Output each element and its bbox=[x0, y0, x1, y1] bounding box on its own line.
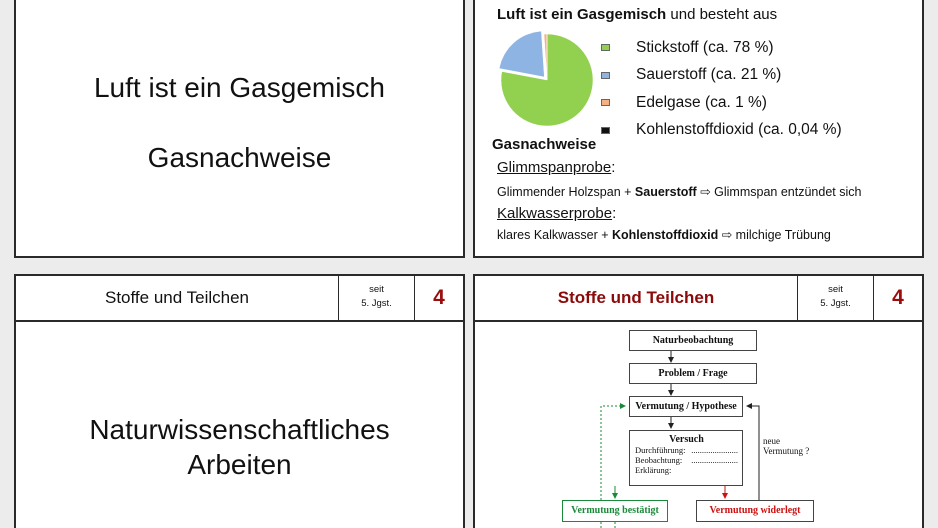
slide-title-line1: Luft ist ein Gasgemisch bbox=[93, 72, 386, 103]
pie-slice bbox=[544, 34, 547, 80]
flow-box-hypothesis: Vermutung / Hypothese bbox=[629, 396, 743, 417]
slide-card-gasgemisch-details bbox=[473, 0, 924, 258]
slide-card-gasgemisch-title bbox=[14, 0, 465, 258]
pie-slice bbox=[499, 31, 544, 77]
legend-swatch bbox=[601, 99, 610, 106]
new-hypothesis-note: neue Vermutung ? bbox=[763, 436, 810, 456]
slide-title-line2: Gasnachweise bbox=[147, 142, 332, 173]
kalkwasser-description: klares Kalkwasser + Kohlenstoffdioxid ⇨ milchige Trübung bbox=[497, 228, 831, 242]
air-composition-heading: Luft ist ein Gasgemisch und besteht aus bbox=[497, 6, 778, 23]
glimmspan-description: Glimmender Holzspan + Sauerstoff ⇨ Glimmspan entzündet sich bbox=[497, 185, 862, 199]
legend-label: Kohlenstoffdioxid (ca. 0,04 %) bbox=[636, 121, 842, 139]
experiment-step: Durchführung: ...................... bbox=[635, 445, 738, 455]
legend-label: Stickstoff (ca. 78 %) bbox=[636, 38, 774, 56]
legend-label: Edelgase (ca. 1 %) bbox=[636, 93, 767, 111]
kalkwasser-heading: Kalkwasserprobe: bbox=[497, 205, 617, 222]
header-grade: seit 5. Jgst. bbox=[798, 276, 874, 320]
glimmspan-heading: Glimmspanprobe: bbox=[497, 159, 616, 176]
experiment-title: Versuch bbox=[669, 434, 704, 445]
header-topic: Stoffe und Teilchen bbox=[475, 276, 798, 320]
legend-swatch bbox=[601, 44, 610, 51]
experiment-step: Erklärung: bbox=[635, 465, 672, 475]
legend-swatch bbox=[601, 127, 610, 134]
legend-item bbox=[601, 117, 842, 145]
header-grade: seit 5. Jgst. bbox=[339, 276, 415, 320]
legend-item bbox=[601, 34, 842, 62]
flow-box-refuted: Vermutung widerlegt bbox=[696, 500, 814, 522]
slide-title-line1: Naturwissenschaftliches bbox=[89, 414, 390, 445]
flow-box-confirmed: Vermutung bestätigt bbox=[562, 500, 668, 522]
gas-tests-heading: Gasnachweise bbox=[492, 136, 597, 153]
flow-box-problem: Problem / Frage bbox=[629, 363, 757, 384]
header-topic: Stoffe und Teilchen bbox=[16, 276, 339, 320]
experiment-step: Beobachtung: ...................... bbox=[635, 455, 738, 465]
legend-item bbox=[601, 89, 842, 117]
header-chapter-number: 4 bbox=[892, 286, 904, 309]
card-header bbox=[16, 276, 463, 322]
air-composition-pie-chart bbox=[497, 30, 597, 130]
header-chapter-number: 4 bbox=[433, 286, 445, 309]
flow-box-observation: Naturbeobachtung bbox=[629, 330, 757, 351]
legend-swatch bbox=[601, 72, 610, 79]
slide-card-naturwissenschaftliches-flowchart bbox=[473, 274, 924, 528]
pie-legend bbox=[601, 34, 842, 144]
flow-box-experiment bbox=[629, 430, 743, 486]
slide-card-naturwissenschaftliches-title bbox=[14, 274, 465, 528]
slide-title-line2: Arbeiten bbox=[187, 449, 292, 480]
legend-label: Sauerstoff (ca. 21 %) bbox=[636, 66, 782, 84]
legend-item bbox=[601, 62, 842, 90]
